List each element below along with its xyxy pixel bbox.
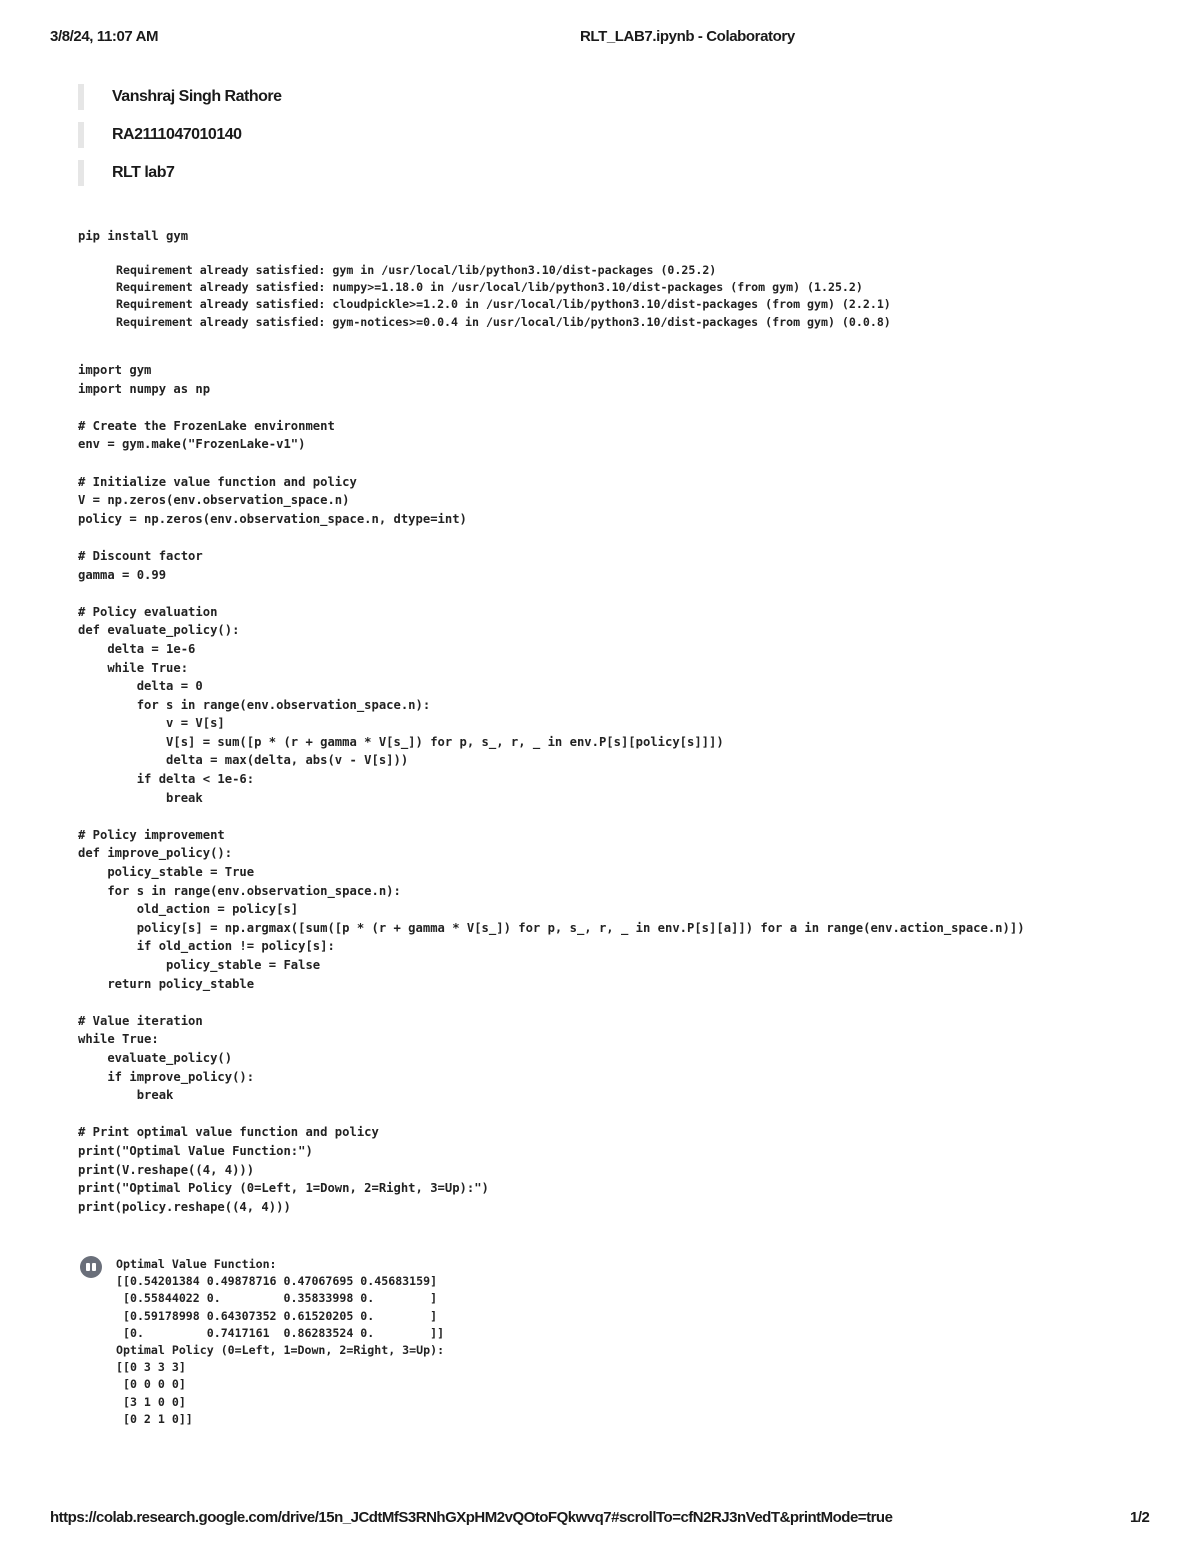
output-console-glyph xyxy=(83,1259,99,1275)
lab-title: RLT lab7 xyxy=(78,160,678,186)
output-console-icon[interactable] xyxy=(80,1256,102,1278)
page-number: 1/2 xyxy=(1130,1509,1150,1526)
code-cell-policy-iteration[interactable]: import gym import numpy as np # Create the FrozenLake environment env = gym.make("FrozenLake-v1") # Initialize value function and policy V = np.zeros(env.observation_space.n) policy = np.zeros(env.observation_space.n, dtype=int) # Discount factor gamma = 0.99 # Policy evaluation def evaluate_policy(): delta = 1e-6 while True: delta = 0 for s in range(env.observation_space.n): v = V[s] V[s] = sum([p * (r + gamma * V[s_]) for p, s_, r, _ in env.P[s][policy[s]]]) delta = max(delta, abs(v - V[s])) if delta < 1e-6: break # Policy improvement def improve_policy(): policy_stable = True for s in range(env.observation_space.n): old_action = policy[s] policy[s] = np.argmax([sum([p * (r + gamma * V[s_]) for p, s_, r, _ in env.P[s][a]]) for a in range(env.action_space.n)]) if old_action != policy[s]: policy_stable = False return policy_stable # Value iteration while True: evaluate_policy() if improve_policy(): break # Print optimal value function and policy print("Optimal Value Function:") print(V.reshape((4, 4))) print("Optimal Policy (0=Left, 1=Down, 2=Right, 3=Up):") print(policy.reshape((4, 4))) xyxy=(78,363,1025,1214)
cell-output-policy-iteration: Optimal Value Function: [[0.54201384 0.49878716 0.47067695 0.45683159] [0.55844022 0. 0.35833998 0. ] [0.59178998 0.64307352 0.61520205 0. ] [0. 0.7417161 0.86283524 0. ]] Optimal Policy (0=Left, 1=Down, 2=Right, 3=Up): [[0 3 3 3] [0 0 0 0] [3 1 0 0] [0 2 1 0]] xyxy=(116,1257,445,1426)
registration-number: RA2111047010140 xyxy=(78,122,678,148)
page-url: https://colab.research.google.com/drive/15n_JCdtMfS3RNhGXpHM2vQOtoFQkwvq7#scrollTo=cfN2RJ3nVedT&printMode=true xyxy=(50,1509,893,1526)
cell-output-pip-install: Requirement already satisfied: gym in /usr/local/lib/python3.10/dist-packages (0.25.2) Requirement already satisfied: numpy>=1.18.0 in /usr/local/lib/python3.10/dist-packages (from gym) (1.25.2) Requirement already satisfied: cloudpickle>=1.2.0 in /usr/local/lib/python3.10/dist-packages (from gym) (2.2.1) Requirement already satisfied: gym-notices>=0.0.4 in /usr/local/lib/python3.10/dist-packages (from gym) (0.0.8) xyxy=(116,263,891,329)
print-footer xyxy=(0,1509,1200,1529)
print-header xyxy=(0,28,1200,48)
code-cell-pip-install[interactable]: pip install gym xyxy=(78,229,189,243)
notebook-title: RLT_LAB7.ipynb - Colaboratory xyxy=(580,28,795,45)
print-date: 3/8/24, 11:07 AM xyxy=(50,28,159,45)
author-name: Vanshraj Singh Rathore xyxy=(78,84,678,110)
markdown-cell xyxy=(78,84,678,198)
